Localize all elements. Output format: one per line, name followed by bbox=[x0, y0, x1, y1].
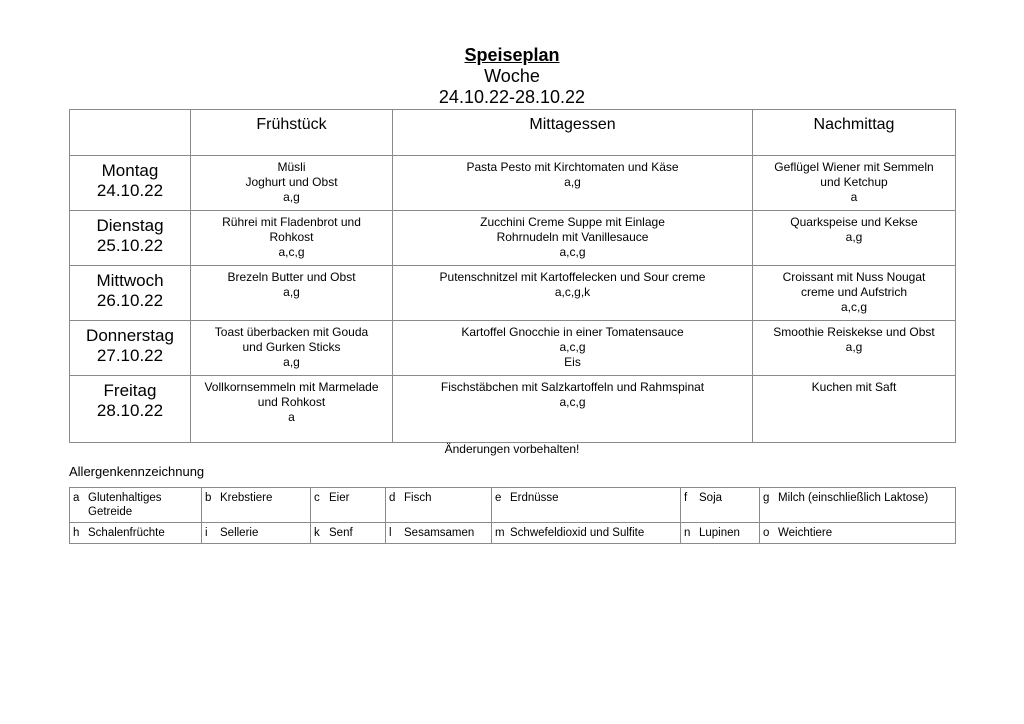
mittagessen-cell bbox=[393, 266, 753, 321]
allergen-codes: a bbox=[850, 190, 858, 204]
mittagessen-cell bbox=[393, 156, 753, 211]
day-name: Mittwoch bbox=[96, 271, 164, 290]
page-title: Speiseplan bbox=[464, 45, 560, 65]
allergen-codes: a,g bbox=[283, 190, 300, 204]
nachmittag-cell bbox=[753, 156, 956, 211]
allergen-codes: a,c,g bbox=[559, 395, 586, 409]
mittagessen-cell bbox=[393, 321, 753, 376]
meal-line: Fischstäbchen mit Salzkartoffeln und Rahmspinat bbox=[440, 380, 705, 394]
allergen-code: k bbox=[314, 527, 320, 539]
allergen-codes: a,c,g bbox=[559, 245, 586, 259]
day-name: Montag bbox=[101, 161, 159, 180]
allergen-name: Soja bbox=[699, 492, 723, 504]
allergen-code: h bbox=[73, 527, 80, 539]
day-row-freitag bbox=[70, 376, 956, 443]
header-cell-mittagessen: Mittagessen bbox=[393, 110, 753, 156]
allergen-codes: a,g bbox=[845, 340, 863, 354]
fruehstueck-cell bbox=[191, 266, 393, 321]
allergen-name: Senf bbox=[329, 527, 353, 539]
menu-table bbox=[69, 109, 956, 443]
allergen-code: l bbox=[389, 527, 392, 539]
day-name: Donnerstag bbox=[86, 326, 174, 345]
week-label: Woche bbox=[484, 66, 540, 86]
allergen-codes: a,g bbox=[283, 285, 300, 299]
day-cell bbox=[70, 266, 191, 321]
header-cell-empty bbox=[70, 110, 191, 156]
day-row-donnerstag bbox=[70, 321, 956, 376]
meal-line: Kuchen mit Saft bbox=[811, 380, 897, 394]
allergen-codes: a,c,g bbox=[840, 300, 867, 314]
meal-line: Zucchini Creme Suppe mit Einlage bbox=[480, 215, 665, 229]
mittagessen-cell bbox=[393, 376, 753, 443]
allergen-name: Krebstiere bbox=[220, 492, 273, 504]
day-cell bbox=[70, 321, 191, 376]
allergen-name: Eier bbox=[329, 492, 350, 504]
allergen-row bbox=[70, 523, 956, 544]
allergen-name: Milch (einschließlich Laktose) bbox=[778, 492, 929, 504]
allergen-name: Erdnüsse bbox=[510, 492, 559, 504]
allergen-cell bbox=[681, 488, 760, 523]
allergen-heading: Allergenkennzeichnung bbox=[69, 464, 205, 479]
allergen-cell bbox=[681, 523, 760, 544]
day-date: 28.10.22 bbox=[96, 401, 164, 420]
meal-line: Toast überbacken mit Gouda bbox=[214, 325, 369, 339]
allergen-cell bbox=[311, 488, 386, 523]
allergen-cell bbox=[760, 523, 956, 544]
meal-line: Kartoffel Gnocchie in einer Tomatensauce bbox=[461, 325, 684, 339]
allergen-cell bbox=[70, 523, 202, 544]
allergen-cell bbox=[386, 523, 492, 544]
allergen-code: b bbox=[205, 492, 212, 504]
allergen-codes: a,c,g bbox=[278, 245, 305, 259]
nachmittag-cell bbox=[753, 266, 956, 321]
meal-line: Quarkspeise und Kekse bbox=[790, 215, 918, 229]
day-row-dienstag bbox=[70, 211, 956, 266]
allergen-name: Fisch bbox=[404, 492, 432, 504]
day-date: 25.10.22 bbox=[96, 236, 164, 255]
day-cell bbox=[70, 376, 191, 443]
allergen-cell bbox=[311, 523, 386, 544]
day-row-mittwoch bbox=[70, 266, 956, 321]
allergen-name: Sellerie bbox=[220, 527, 259, 539]
allergen-cell bbox=[492, 488, 681, 523]
meal-line: creme und Aufstrich bbox=[800, 285, 908, 299]
allergen-code: g bbox=[763, 492, 770, 504]
allergen-code: m bbox=[495, 527, 505, 539]
allergen-name: Schwefeldioxid und Sulfite bbox=[510, 527, 645, 539]
meal-line: Geflügel Wiener mit Semmeln bbox=[774, 160, 934, 174]
fruehstueck-cell bbox=[191, 321, 393, 376]
allergen-code: i bbox=[205, 527, 208, 539]
allergen-codes: a,g bbox=[845, 230, 863, 244]
allergen-name: Sesamsamen bbox=[404, 527, 475, 539]
meal-line: und Rohkost bbox=[257, 395, 326, 409]
allergen-cell bbox=[202, 488, 311, 523]
allergen-code: c bbox=[314, 492, 320, 504]
allergen-codes: a bbox=[288, 410, 295, 424]
meal-line: Rohrnudeln mit Vanillesauce bbox=[496, 230, 649, 244]
allergen-name: Schalenfrüchte bbox=[88, 527, 165, 539]
nachmittag-cell bbox=[753, 376, 956, 443]
allergen-cell bbox=[386, 488, 492, 523]
day-name: Freitag bbox=[103, 381, 157, 400]
mittagessen-cell bbox=[393, 211, 753, 266]
document-header bbox=[0, 44, 1024, 108]
day-date: 26.10.22 bbox=[96, 291, 164, 310]
header-cell-fruehstueck: Frühstück bbox=[191, 110, 393, 156]
day-name: Dienstag bbox=[96, 216, 164, 235]
fruehstueck-cell bbox=[191, 156, 393, 211]
allergen-cell bbox=[202, 523, 311, 544]
meal-line: Croissant mit Nuss Nougat bbox=[782, 270, 926, 284]
meal-line: Rohkost bbox=[269, 230, 314, 244]
allergen-name: Glutenhaltiges Getreide bbox=[88, 492, 162, 518]
meal-line: Smoothie Reiskekse und Obst bbox=[773, 325, 935, 339]
day-cell bbox=[70, 156, 191, 211]
meal-line: Vollkornsemmeln mit Marmelade bbox=[204, 380, 379, 394]
allergen-code: f bbox=[684, 492, 688, 504]
allergen-code: d bbox=[389, 492, 396, 504]
allergen-codes: a,c,g,k bbox=[554, 285, 591, 299]
day-date: 27.10.22 bbox=[96, 346, 164, 365]
allergen-code: e bbox=[495, 492, 502, 504]
fruehstueck-cell bbox=[191, 376, 393, 443]
nachmittag-cell bbox=[753, 321, 956, 376]
meal-line: Brezeln Butter und Obst bbox=[227, 270, 356, 284]
allergen-codes: a,c,g bbox=[559, 340, 586, 354]
meal-line: Joghurt und Obst bbox=[245, 175, 338, 189]
meal-line: und Gurken Sticks bbox=[242, 340, 341, 354]
allergen-cell bbox=[492, 523, 681, 544]
meal-line: und Ketchup bbox=[820, 175, 888, 189]
fruehstueck-cell bbox=[191, 211, 393, 266]
nachmittag-cell bbox=[753, 211, 956, 266]
allergen-code: o bbox=[763, 527, 770, 539]
allergen-row bbox=[70, 488, 956, 523]
day-row-montag bbox=[70, 156, 956, 211]
allergen-cell bbox=[70, 488, 202, 523]
week-date-range: 24.10.22-28.10.22 bbox=[438, 87, 586, 107]
allergen-code: n bbox=[684, 527, 691, 539]
allergen-name: Lupinen bbox=[699, 527, 740, 539]
meal-line: Müsli bbox=[277, 160, 306, 174]
allergen-codes: a,g bbox=[564, 175, 581, 189]
header-cell-nachmittag: Nachmittag bbox=[753, 110, 956, 156]
allergen-codes: a,g bbox=[283, 355, 300, 369]
meal-line: Pasta Pesto mit Kirchtomaten und Käse bbox=[466, 160, 679, 174]
allergen-table bbox=[69, 487, 956, 544]
meal-line: Putenschnitzel mit Kartoffelecken und Sour creme bbox=[439, 270, 706, 284]
changes-reserved-note: Änderungen vorbehalten! bbox=[444, 442, 580, 456]
allergen-name: Weichtiere bbox=[778, 527, 833, 539]
meal-line: Rührei mit Fladenbrot und bbox=[222, 215, 361, 229]
day-date: 24.10.22 bbox=[96, 181, 164, 200]
allergen-cell bbox=[760, 488, 956, 523]
allergen-code: a bbox=[73, 492, 80, 504]
day-cell bbox=[70, 211, 191, 266]
meal-line: Eis bbox=[564, 355, 581, 369]
menu-header-row bbox=[70, 110, 956, 156]
